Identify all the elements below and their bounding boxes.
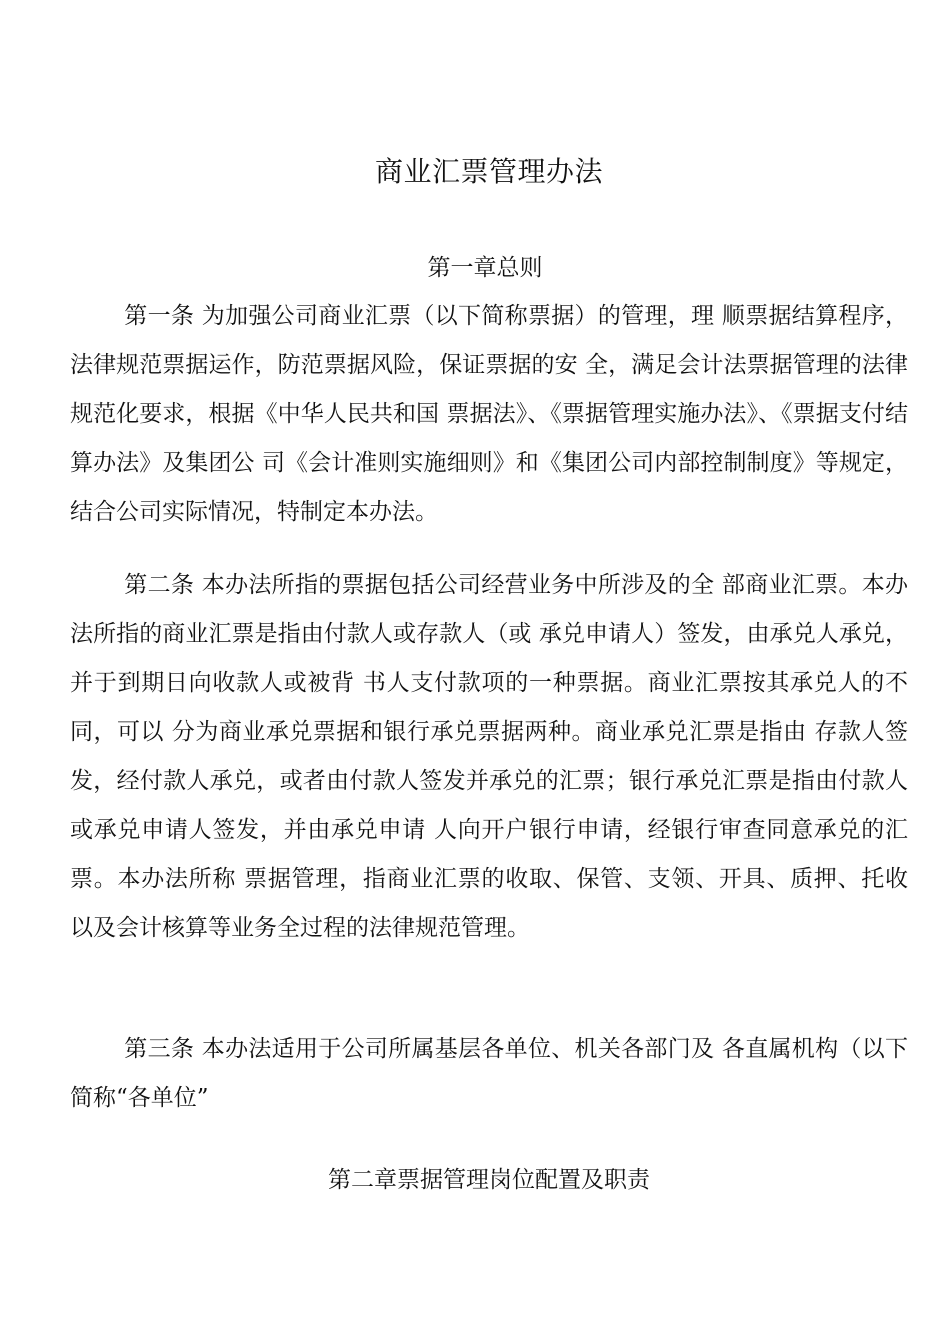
document-title: 商业汇票管理办法 <box>374 155 603 188</box>
article-3-text: 第三条 本办法适用于公司所属基层各单位、机关各部门及 各直属机构（以下简称“各单位” <box>70 1036 908 1111</box>
chapter-2-heading: 第二章票据管理岗位配置及职责 <box>328 1167 650 1193</box>
article-1-paragraph <box>70 292 908 537</box>
article-2-text: 第二条 本办法所指的票据包括公司经营业务中所涉及的全 部商业汇票。本办法所指的商业汇票是指由付款人或存款人（或 承兑申请人）签发，由承兑人承兑，并于到期日向收款人或被背 书人支付款项的一种票据。商业汇票按其承兑人的不同，可以 分为商业承兑票据和银行承兑票据两种。商业承兑汇票是指由 存款人签发，经付款人承兑，或者由付款人签发并承兑的汇票；银行承兑汇票是指由付款人或承兑申请人签发，并由承兑申请 人向开户银行申请，经银行审查同意承兑的汇票。本办法所称 票据管理，指商业汇票的收取、保管、支领、开具、质押、托收 以及会计核算等业务全过程的法律规范管理。 <box>70 572 908 941</box>
article-3-paragraph <box>70 1025 908 1123</box>
chapter-1-heading: 第一章总则 <box>427 255 543 281</box>
article-1-text: 第一条 为加强公司商业汇票（以下简称票据）的管理，理 顺票据结算程序，法律规范票据运作，防范票据风险，保证票据的安 全，满足会计法票据管理的法律规范化要求，根据《中华人民共和国 票据法》、《票据管理实施办法》、《票据支付结算办法》及集团公 司《会计准则实施细则》和《集团公司内部控制制度》等规定， 结合公司实际情况，特制定本办法。 <box>70 303 908 525</box>
article-2-paragraph <box>70 561 908 953</box>
